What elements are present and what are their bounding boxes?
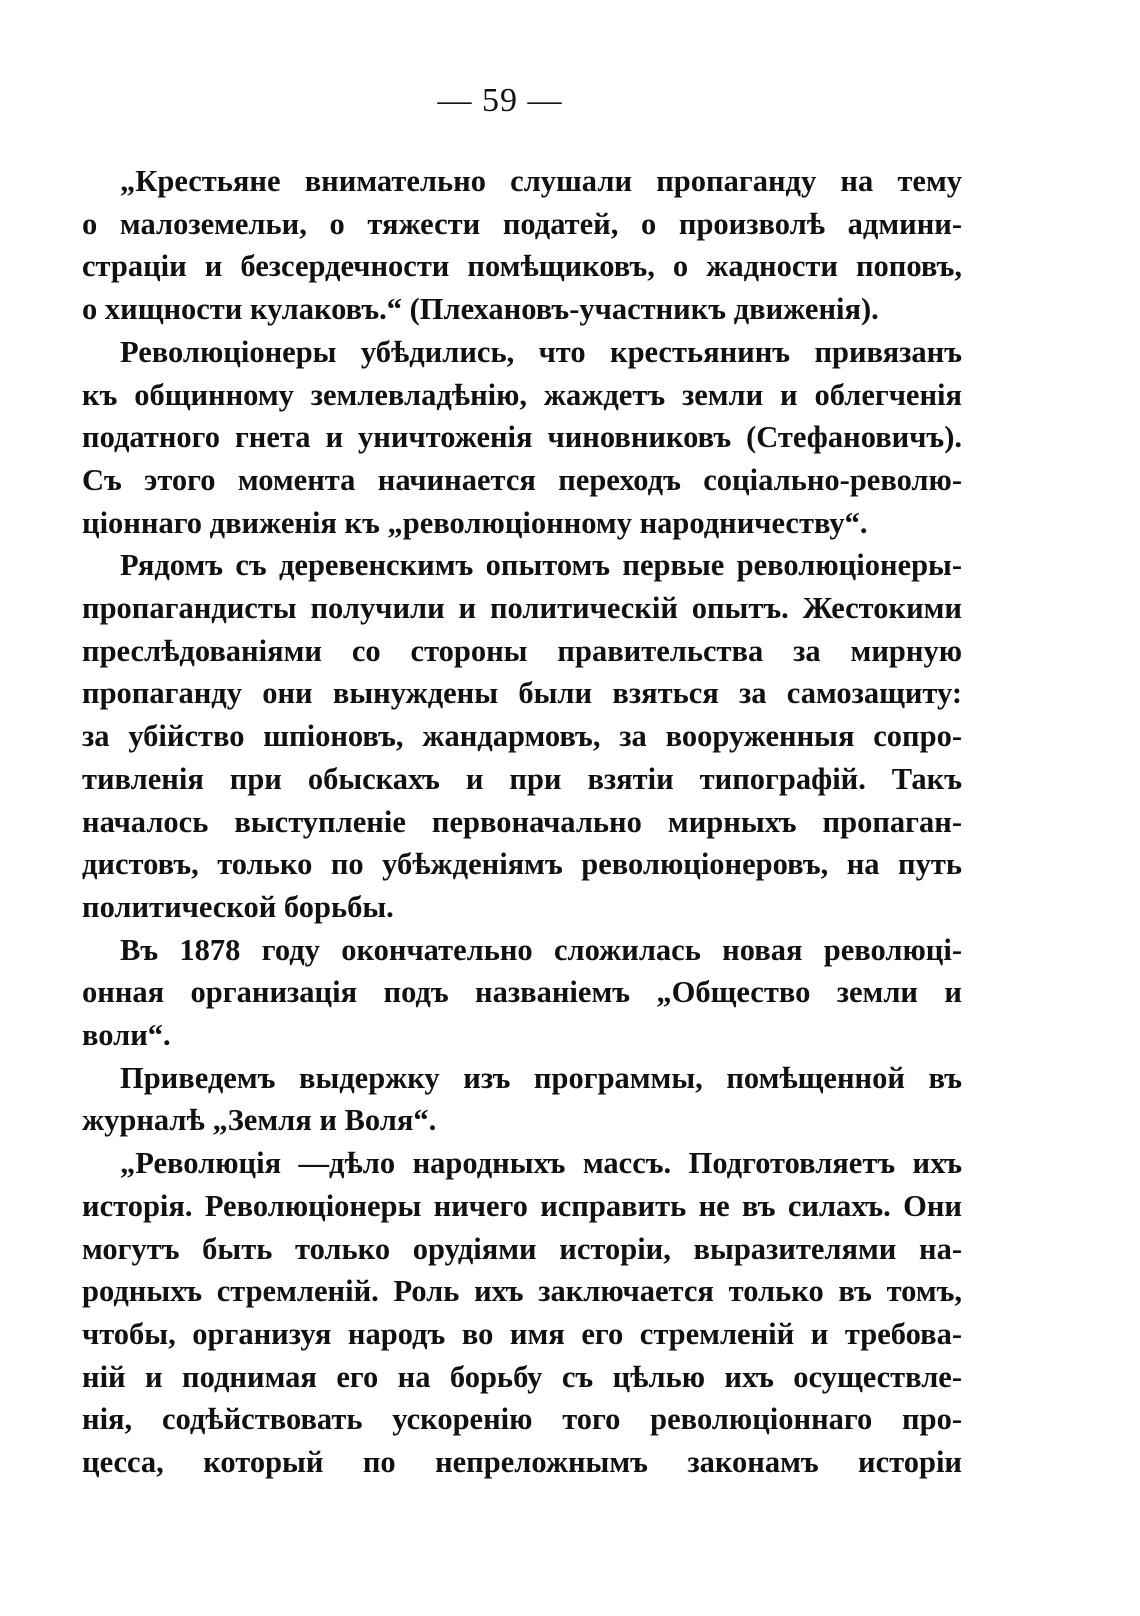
text-line: Революціонеры убѣдились, что крестьянинъ привязанъ <box>120 334 962 369</box>
paragraph-1 <box>82 160 962 331</box>
text-line: политической борьбы. <box>82 889 394 924</box>
text-line: страціи и безсердечности помѣщиковъ, о жадности поповъ, <box>82 249 962 284</box>
text-line: о хищности кулаковъ.“ (Плехановъ-участникъ движенія). <box>82 292 879 327</box>
text-line: пропаганду они вынуждены были взяться за самозащиту: <box>82 676 962 711</box>
text-line: дистовъ, только по убѣжденіямъ революціонеровъ, на путь <box>82 847 962 882</box>
text-line: нія, содѣйствовать ускоренію того революціоннаго про- <box>82 1402 962 1437</box>
text-line: чтобы, организуя народъ во имя его стремленій и требова- <box>82 1316 962 1351</box>
text-line: къ общинному землевладѣнію, жаждетъ земли и облегченія <box>82 377 962 412</box>
paragraph-6 <box>82 1142 962 1484</box>
text-line: началось выступленіе первоначально мирныхъ пропаган- <box>82 804 962 839</box>
text-line: пропагандисты получили и политическій опытъ. Жестокими <box>82 591 962 626</box>
text-line: ціоннаго движенія къ „революціонному народничеству“. <box>82 505 868 540</box>
text-line: за убійство шпіоновъ, жандармовъ, за вооруженныя сопро- <box>82 719 962 754</box>
text-line: могутъ быть только орудіями исторіи, выразителями на- <box>82 1231 962 1266</box>
paragraph-3 <box>82 544 962 928</box>
text-line: податного гнета и уничтоженія чиновниковъ (Стефановичъ). <box>82 420 962 455</box>
paragraph-4 <box>82 929 962 1057</box>
text-line: журналѣ „Земля и Воля“. <box>82 1103 437 1138</box>
text-line: Приведемъ выдержку изъ программы, помѣщенной въ <box>120 1060 962 1095</box>
text-line: Въ 1878 году окончательно сложилась новая революці- <box>120 932 962 967</box>
text-line: Съ этого момента начинается переходъ соціально-револю- <box>82 462 962 497</box>
text-line: воли“. <box>82 1018 171 1053</box>
text-line: о малоземельи, о тяжести податей, о произволѣ админи- <box>82 206 962 241</box>
text-line: исторія. Революціонеры ничего исправить не въ силахъ. Они <box>82 1188 962 1223</box>
text-line: тивленія при обыскахъ и при взятіи типографій. Такъ <box>82 761 962 796</box>
text-line: родныхъ стремленій. Роль ихъ заключается только въ томъ, <box>82 1274 962 1309</box>
text-line: ній и поднимая его на борьбу съ цѣлью ихъ осуществле- <box>82 1359 962 1394</box>
page-number: — 59 — <box>437 82 563 119</box>
paragraph-2 <box>82 331 962 545</box>
text-line: онная организація подъ названіемъ „Общество земли и <box>82 975 962 1010</box>
text-line: Рядомъ съ деревенскимъ опытомъ первые революціонеры- <box>120 548 962 583</box>
body-text <box>82 160 962 1484</box>
text-line: „Революція —дѣло народныхъ массъ. Подготовляетъ ихъ <box>120 1146 962 1181</box>
text-line: „Крестьяне внимательно слушали пропаганду на тему <box>120 164 962 198</box>
text-line: цесса, который по непреложнымъ законамъ исторіи <box>82 1445 962 1480</box>
paragraph-5 <box>82 1057 962 1142</box>
text-line: преслѣдованіями со стороны правительства за мирную <box>82 633 962 668</box>
